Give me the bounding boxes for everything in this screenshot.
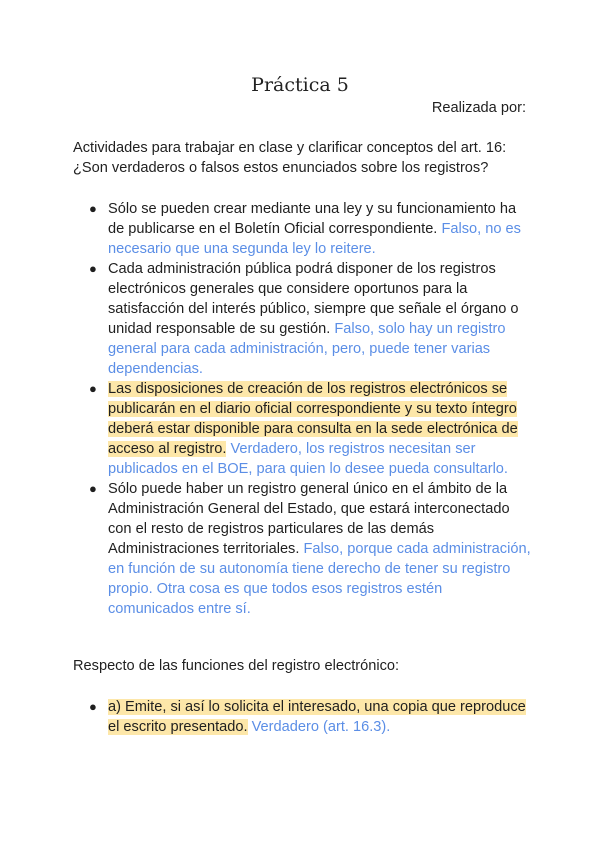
- statement-text: Sólo puede haber un registro general único en el ámbito de la Administración General del Estado, que estará interconectado con el resto de registros particulares de las demás Administraciones territoriales.: [108, 481, 510, 557]
- statement-text: Cada administración pública podrá disponer de los registros electrónicos generales que considere oportunos para la satisfacción del interés público, siempre que señale el órgano o unidad responsable de su gestión.: [108, 261, 519, 337]
- list-item: [89, 379, 532, 479]
- intro-paragraph: [73, 138, 533, 178]
- list-item: [89, 259, 532, 379]
- bullet-icon: ●: [89, 481, 97, 496]
- highlighted-statement-text: Las disposiciones de creación de los registros electrónicos se publicarán en el diario oficial correspondiente y su texto íntegro deberá estar disponible para consulta en la sede electrónica de acceso al registro.: [108, 381, 518, 457]
- page-title: Práctica 5: [251, 74, 349, 96]
- answer-text: Falso, no es necesario que una segunda ley lo reitere.: [108, 221, 521, 257]
- author-label: Realizada por:: [431, 100, 526, 116]
- section-heading: Respecto de las funciones del registro electrónico:: [73, 658, 400, 674]
- bullet-icon: ●: [89, 699, 97, 714]
- answer-text: Falso, solo hay un registro general para cada administración, pero, puede tener varias dependencias.: [108, 321, 506, 377]
- bullet-icon: ●: [89, 201, 97, 216]
- list-item: [89, 199, 532, 259]
- bullet-icon: ●: [89, 261, 97, 276]
- list-item: [89, 479, 532, 619]
- bullet-icon: ●: [89, 381, 97, 396]
- intro-line-1: Actividades para trabajar en clase y clarificar conceptos del art. 16:: [73, 140, 507, 156]
- statements-list: [89, 199, 532, 619]
- highlighted-statement-text: a) Emite, si así lo solicita el interesado, una copia que reproduce el escrito presentado.: [108, 699, 526, 735]
- intro-line-2: ¿Son verdaderos o falsos estos enunciados sobre los registros?: [73, 160, 489, 176]
- answer-text: Verdadero, los registros necesitan ser publicados en el BOE, para quien lo desee pueda consultarlo.: [108, 441, 508, 477]
- statement-text: Sólo se pueden crear mediante una ley y su funcionamiento ha de publicarse en el Boletín Oficial correspondiente.: [108, 201, 517, 237]
- answer-text: Falso, porque cada administración, en función de su autonomía tiene derecho de tener su registro propio. Otra cosa es que todos esos registros estén comunicados entre sí.: [108, 541, 531, 617]
- list-item: [89, 697, 532, 737]
- answer-text: Verdadero (art. 16.3).: [251, 719, 391, 735]
- functions-list: [89, 697, 532, 737]
